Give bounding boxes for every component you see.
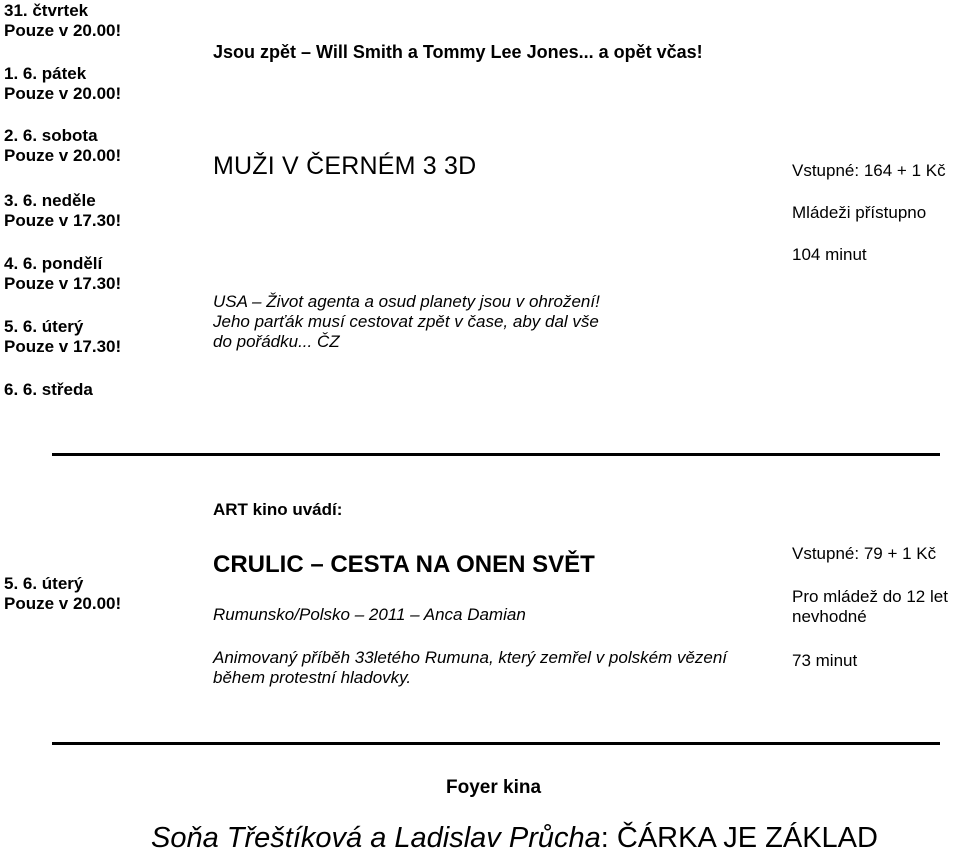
- film2-presenter: ART kino uvádí:: [213, 500, 343, 519]
- schedule-time: Pouze v 20.00!: [4, 84, 122, 103]
- schedule-day: 1. 6. pátek: [4, 64, 87, 83]
- schedule-item: [4, 317, 121, 357]
- film1-description: USA – Život agenta a osud planety jsou v ohrožení! Jeho parťák musí cestovat zpět v čase, aby dal vše do pořádku... ČZ: [213, 292, 600, 351]
- foyer-exhibition-line: [151, 822, 878, 855]
- film2-origin: Rumunsko/Polsko – 2011 – Anca Damian: [213, 605, 526, 624]
- film1-price: Vstupné: 164 + 1 Kč: [792, 161, 946, 180]
- schedule-item: [4, 64, 121, 104]
- schedule-day: 5. 6. úterý: [4, 574, 84, 593]
- schedule-item: [4, 380, 93, 400]
- schedule-time: Pouze v 17.30!: [4, 337, 122, 356]
- schedule-item: [4, 1, 121, 41]
- schedule-day: 5. 6. úterý: [4, 317, 84, 336]
- section-divider: [52, 453, 940, 456]
- schedule-day: 6. 6. středa: [4, 380, 93, 399]
- section-divider: [52, 742, 940, 745]
- foyer-title: Foyer kina: [446, 777, 542, 798]
- schedule-time: Pouze v 20.00!: [4, 594, 122, 613]
- film1-duration: 104 minut: [792, 245, 867, 264]
- schedule-item: [4, 126, 121, 166]
- film2-title: CRULIC – CESTA NA ONEN SVĚT: [213, 551, 595, 578]
- schedule-time: Pouze v 17.30!: [4, 274, 122, 293]
- film1-age: Mládeži přístupno: [792, 203, 927, 222]
- schedule-time: Pouze v 17.30!: [4, 211, 122, 230]
- film1-tagline: Jsou zpět – Will Smith a Tommy Lee Jones... a opět včas!: [213, 42, 703, 62]
- film1-title: MUŽI V ČERNÉM 3 3D: [213, 152, 477, 180]
- schedule-time: Pouze v 20.00!: [4, 146, 122, 165]
- film2-price: Vstupné: 79 + 1 Kč: [792, 544, 937, 563]
- foyer-authors: Soňa Třeštíková a Ladislav Průcha: [151, 822, 601, 854]
- schedule-item: [4, 254, 121, 294]
- schedule-time: Pouze v 20.00!: [4, 21, 122, 40]
- schedule-day: 2. 6. sobota: [4, 126, 98, 145]
- schedule-item: [4, 574, 121, 614]
- film2-description: Animovaný příběh 33letého Rumuna, který zemřel v polském vězení během protestní hladovky.: [213, 648, 728, 687]
- schedule-day: 4. 6. pondělí: [4, 254, 103, 273]
- schedule-day: 3. 6. neděle: [4, 191, 96, 210]
- film2-age: Pro mládež do 12 let nevhodné: [792, 587, 948, 626]
- schedule-item: [4, 191, 121, 231]
- foyer-separator: :: [600, 822, 609, 854]
- schedule-day: 31. čtvrtek: [4, 1, 89, 20]
- foyer-exhibition-title: ČÁRKA JE ZÁKLAD: [616, 822, 878, 854]
- film2-duration: 73 minut: [792, 651, 858, 670]
